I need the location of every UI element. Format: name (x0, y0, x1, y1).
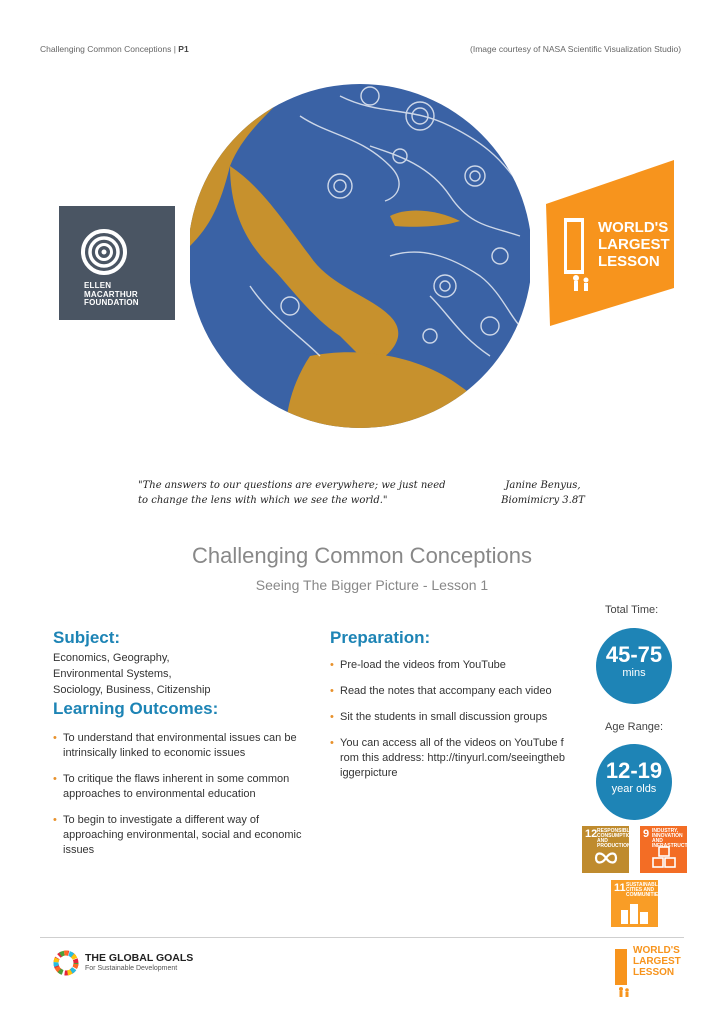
header-doc-title: Challenging Common Conceptions | P1 (40, 44, 189, 54)
list-item: • Read the notes that accompany each video (330, 685, 552, 697)
list-item: • Sit the students in small discussion groups (330, 711, 548, 723)
quote-source: Biomimicry 3.8T (501, 495, 585, 506)
list-item: • To understand that environmental issues can be intrinsically linked to economic issues (53, 732, 297, 759)
wll-small-line1: WORLD'S (633, 945, 680, 956)
sdg-title: SUSTAINABLE CITIES AND COMMUNITIES (626, 882, 662, 898)
emf-rings-icon (59, 206, 175, 282)
page-number: P1 (178, 44, 189, 54)
learning-outcomes-list (53, 731, 305, 858)
middle-column (330, 628, 565, 792)
age-range-unit: year olds (611, 783, 657, 795)
quote-attribution (488, 478, 598, 508)
subject-line: Economics, Geography, (53, 652, 170, 664)
globe-image (190, 56, 530, 456)
age-range-label: Age Range: (605, 721, 664, 733)
global-goals-title: THE GLOBAL GOALS (85, 952, 194, 964)
total-time-label: Total Time: (605, 604, 659, 616)
list-item: • You can access all of the videos on YouTube from this address: http://tinyurl.com/seeingthebiggerpicture (330, 737, 565, 779)
list-item: • To begin to investigate a different way of approaching environmental, social and economic issues (53, 814, 302, 856)
worlds-largest-lesson-small-logo (613, 943, 683, 999)
ellen-macarthur-logo (59, 206, 175, 320)
infinity-icon (593, 850, 619, 866)
total-time-badge (596, 628, 672, 704)
cubes-icon (651, 846, 677, 870)
sdg-number: 9 (643, 828, 650, 840)
emf-line1: ELLEN (84, 281, 112, 290)
worlds-largest-lesson-banner (520, 160, 674, 326)
preparation-heading: Preparation: (330, 628, 431, 647)
subject-list (53, 650, 313, 698)
sdg-title: RESPONSIBLE CONSUMPTION AND PRODUCTION (597, 828, 635, 849)
book-people-icon (613, 947, 631, 997)
page-subtitle: Seeing The Bigger Picture - Lesson 1 (255, 577, 489, 593)
learning-outcomes-heading: Learning Outcomes: (53, 699, 219, 718)
list-item: • To critique the flaws inherent in some common approaches to environmental education (53, 773, 290, 800)
global-goals-subtitle: For Sustainable Development (85, 965, 178, 972)
age-range-value: 12-19 (605, 758, 663, 783)
wll-small-line3: LESSON (633, 967, 675, 978)
city-icon (619, 902, 651, 924)
age-range-badge (596, 744, 672, 820)
quote-text: "The answers to our questions are everywhere; we just need to change the lens with which we see the world." (138, 480, 446, 506)
total-time-value: 45-75 (605, 642, 663, 667)
wll-small-line2: LARGEST (633, 956, 681, 967)
subject-heading: Subject: (53, 628, 121, 647)
sdg-number: 12 (585, 828, 598, 840)
page-title: Challenging Common Conceptions (192, 543, 532, 568)
emf-line2: MACARTHUR (84, 289, 138, 299)
sdg-11-tile (611, 880, 662, 927)
total-time-unit: mins (622, 667, 646, 679)
emf-line3: FOUNDATION (84, 298, 139, 307)
goals-wheel-icon (53, 950, 79, 976)
global-goals-logo (53, 949, 213, 977)
left-column (53, 628, 313, 869)
sdg-12-tile (582, 826, 635, 873)
quote-author: Janine Benyus, (505, 480, 581, 491)
list-item: • Pre-load the videos from YouTube (330, 659, 506, 671)
wll-line1: WORLD'S (598, 219, 669, 236)
footer-divider (40, 937, 684, 938)
preparation-list (330, 658, 565, 781)
sdg-number: 11 (614, 882, 626, 894)
sdg-title: INDUSTRY, INNOVATION AND INFRASTRUCTURE (652, 828, 699, 849)
wll-line3: LESSON (598, 253, 660, 270)
sdg-9-tile (640, 826, 699, 873)
subject-line: Environmental Systems, (53, 668, 172, 680)
wll-line2: LARGEST (598, 236, 670, 253)
image-credit: (Image courtesy of NASA Scientific Visualization Studio) (470, 44, 682, 54)
subject-line: Sociology, Business, Citizenship (53, 684, 211, 696)
